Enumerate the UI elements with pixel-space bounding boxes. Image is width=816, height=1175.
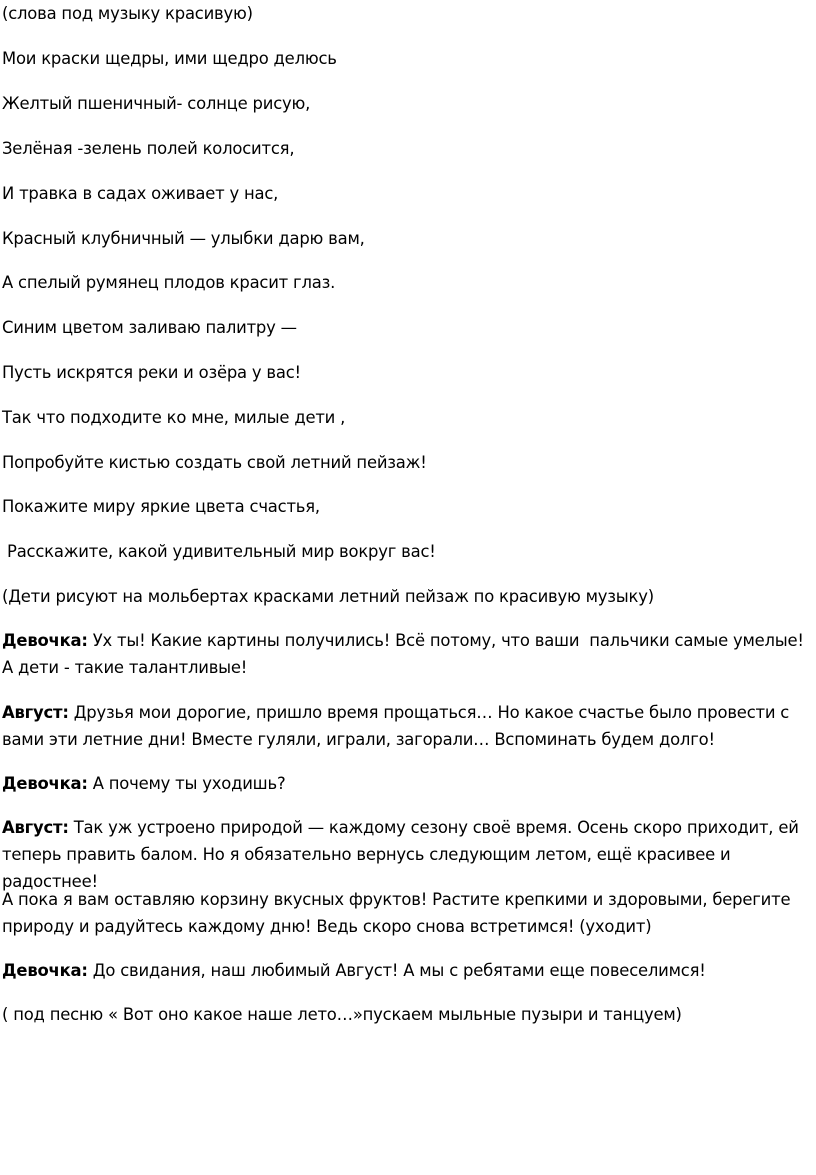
- speaker-girl: Девочка:: [2, 961, 88, 980]
- dialogue-paragraph-2: [2, 699, 814, 753]
- poem-line-10: Попробуйте кистью создать свой летний пейзаж!: [2, 453, 427, 472]
- dialogue-text: До свидания, наш любимый Август! А мы с ребятами еще повеселимся!: [87, 961, 706, 980]
- closing-paragraph: А пока я вам оставляю корзину вкусных фруктов! Растите крепкими и здоровыми, берегите природу и радуйтесь каждому дню! Ведь скоро снова встретимся! (уходит): [2, 890, 796, 936]
- dialogue-paragraph-4: [2, 814, 814, 895]
- stage-direction-final: ( под песню « Вот оно какое наше лето…»пускаем мыльные пузыри и танцуем): [2, 1005, 682, 1024]
- poem-line-8: Пусть искрятся реки и озёра у вас!: [2, 363, 301, 382]
- dialogue-text: Ух ты! Какие картины получились! Всё потому, что ваши пальчики самые умелые! А дети - такие талантливые!: [2, 631, 809, 677]
- dialogue-paragraph-final: [2, 957, 814, 984]
- dialogue-paragraph-3: [2, 770, 814, 797]
- poem-line-6: А спелый румянец плодов красит глаз.: [2, 273, 336, 292]
- dialogue-text: А почему ты уходишь?: [87, 774, 286, 793]
- poem-line-3: Зелёная -зелень полей колосится,: [2, 139, 295, 158]
- poem-line-1: Мои краски щедры, ими щедро делюсь: [2, 49, 337, 68]
- poem-line-5: Красный клубничный — улыбки дарю вам,: [2, 229, 365, 248]
- speaker-august: Август:: [2, 818, 69, 837]
- poem-line-12: Расскажите, какой удивительный мир вокруг вас!: [2, 542, 436, 561]
- dialogue-paragraph-1: [2, 627, 814, 681]
- poem-line-4: И травка в садах оживает у нас,: [2, 184, 279, 203]
- poem-line-2: Желтый пшеничный- солнце рисую,: [2, 94, 311, 113]
- speaker-girl: Девочка:: [2, 774, 88, 793]
- stage-direction-intro: (слова под музыку красивую): [2, 4, 253, 23]
- speaker-girl: Девочка:: [2, 631, 88, 650]
- poem-line-7: Синим цветом заливаю палитру —: [2, 318, 297, 337]
- dialogue-text: Друзья мои дорогие, пришло время прощаться… Но какое счастье было провести с вами эти летние дни! Вместе гуляли, играли, загорали… Вспоминать будем долго!: [2, 703, 795, 749]
- stage-direction-drawing: (Дети рисуют на мольбертах красками летний пейзаж по красивую музыку): [2, 587, 654, 606]
- dialogue-text: Так уж устроено природой — каждому сезону своё время. Осень скоро приходит, ей теперь править балом. Но я обязательно вернусь следующим летом, ещё красивее и радостнее!: [2, 818, 804, 891]
- poem-line-11: Покажите миру яркие цвета счастья,: [2, 497, 320, 516]
- poem-line-9: Так что подходите ко мне, милые дети ,: [2, 408, 346, 427]
- speaker-august: Август:: [2, 703, 69, 722]
